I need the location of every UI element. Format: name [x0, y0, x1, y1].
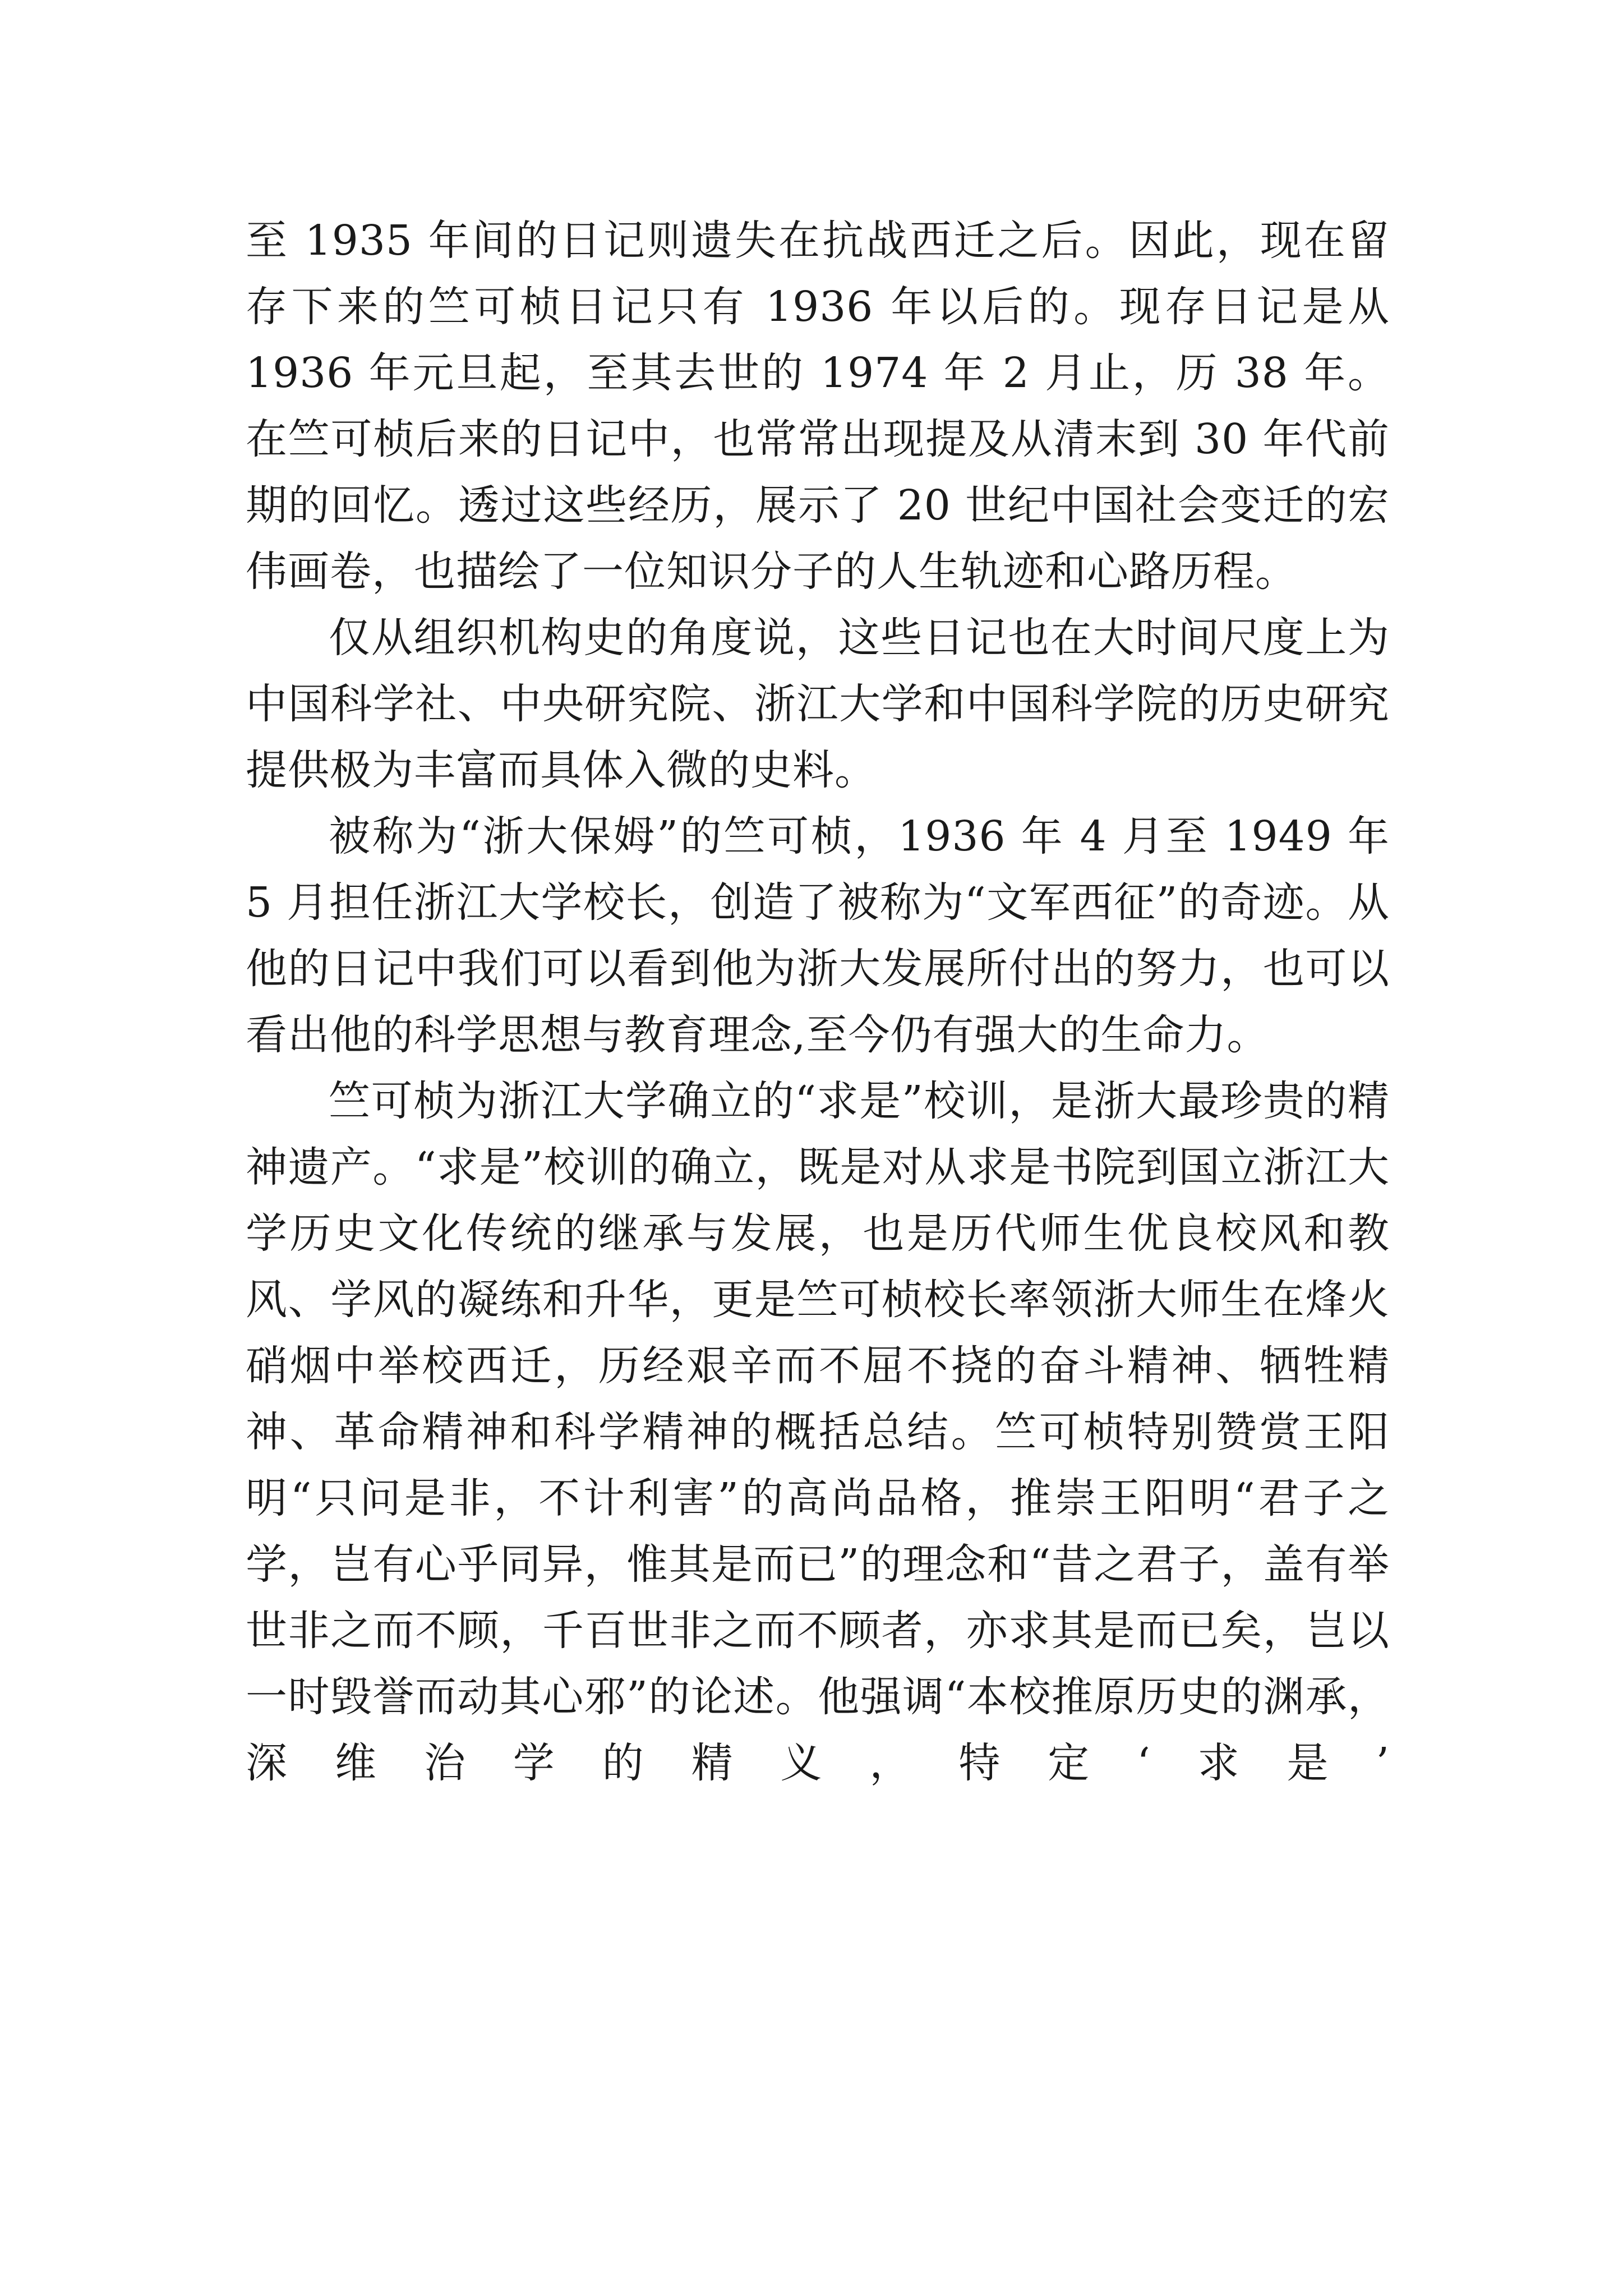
body-text — [246, 208, 1390, 1796]
paragraph-institutional-history: 仅从组织机构史的角度说，这些日记也在大时间尺度上为中国科学社、中央研究院、浙江大学和中国科学院的历史研究提供极为丰富而具体入微的史料。 — [246, 614, 1390, 794]
paragraph-zhejiang-president: 被称为“浙大保姆”的竺可桢，1936 年 4 月至 1949 年 5 月担任浙江大学校长，创造了被称为“文军西征”的奇迹。从他的日记中我们可以看到他为浙大发展所付出的努力，也可以看出他的科学思想与教育理念,至今仍有强大的生命力。 — [246, 812, 1390, 1059]
paragraph-diary-history: 至 1935 年间的日记则遗失在抗战西迁之后。因此，现在留存下来的竺可桢日记只有 1936 年以后的。现存日记是从 1936 年元旦起，至其去世的 1974 年 2 月止，历 38 年。在竺可桢后来的日记中，也常常出现提及从清末到 30 年代前期的回忆。透过这些经历，展示了 20 世纪中国社会变迁的宏伟画卷，也描绘了一位知识分子的人生轨迹和心路历程。 — [246, 217, 1390, 596]
paragraph-qiushi-motto: 竺可桢为浙江大学确立的“求是”校训，是浙大最珍贵的精神遗产。“求是”校训的确立，既是对从求是书院到国立浙江大学历史文化传统的继承与发展，也是历代师生优良校风和教风、学风的凝练和升华，更是竺可桢校长率领浙大师生在烽火硝烟中举校西迁，历经艰辛而不屈不挠的奋斗精神、牺牲精神、革命精神和科学精神的概括总结。竺可桢特别赞赏王阳明“只问是非，不计利害”的高尚品格，推崇王阳明“君子之学，岂有心乎同异，惟其是而已”的理念和“昔之君子，盖有举世非之而不顾，千百世非之而不顾者，亦求其是而已矣，岂以一时毁誉而动其心邪”的论述。他强调“本校推原历史的渊承，深维治学的精义，特定‘求是’ — [246, 1077, 1390, 1787]
